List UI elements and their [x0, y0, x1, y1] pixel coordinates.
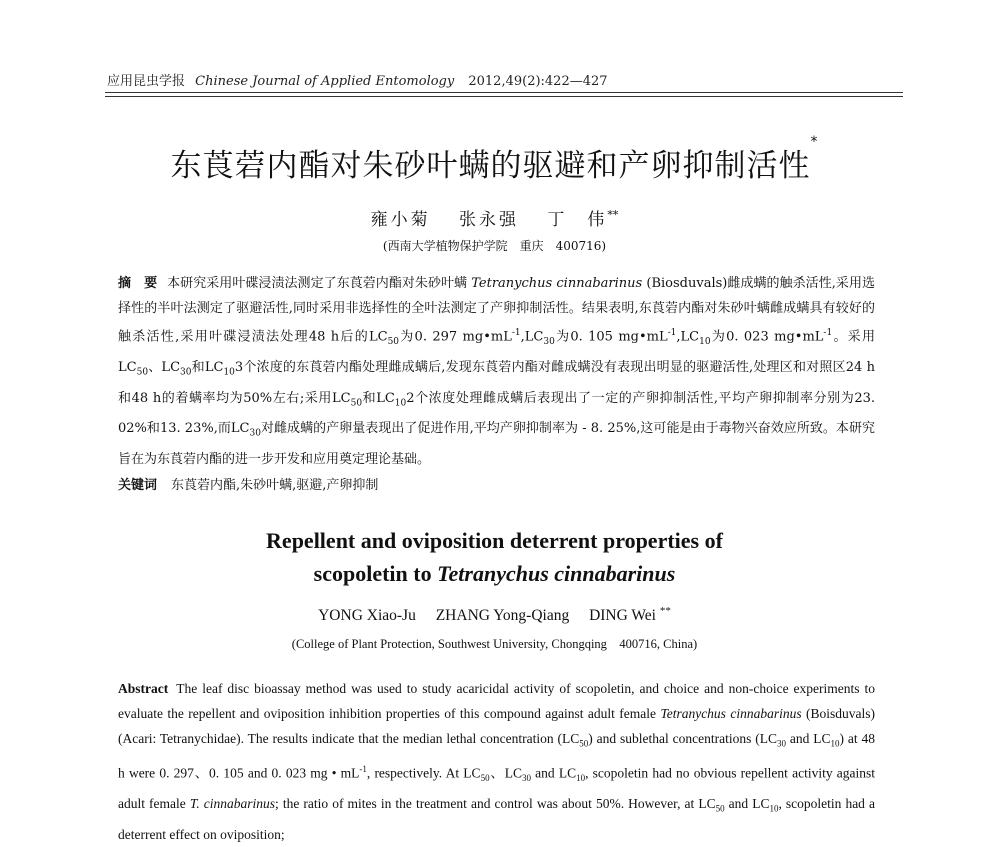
title-en-line1: Repellent and oviposition deterrent properties of [266, 528, 723, 553]
journal-name-cn: 应用昆虫学报 [107, 74, 186, 89]
title-cn-footnote-mark: * [810, 134, 819, 150]
header-rule-thin [105, 96, 903, 97]
affiliation-en: (College of Plant Protection, Southwest University, Chongqing 400716, China) [291, 637, 698, 651]
title-cn [0, 134, 989, 185]
author-en-3: DING Wei ** [589, 605, 671, 625]
title-cn-text: 东莨菪内酯对朱砂叶螨的驱避和产卵抑制活性 [170, 148, 811, 184]
author-cn-mark: ** [607, 208, 619, 222]
journal-citation: 2012,49(2):422—427 [468, 74, 608, 89]
author-cn-1: 雍小菊 [370, 210, 431, 230]
keywords-cn [118, 474, 875, 493]
author-en-mark: ** [659, 605, 671, 617]
author-en-1: YONG Xiao-Ju [318, 607, 416, 625]
abstract-en-label: Abstract [118, 681, 169, 696]
abstract-cn-label: 摘 要 [118, 276, 158, 291]
affiliation-cn: (西南大学植物保护学院 重庆 400716) [382, 239, 607, 253]
title-en [0, 524, 989, 590]
author-cn-2: 张永强 [459, 210, 519, 230]
keywords-cn-text: 东莨菪内酯,朱砂叶螨,驱避,产卵抑制 [171, 478, 379, 493]
keywords-cn-label: 关键词 [118, 478, 158, 493]
author-cn-3: 丁 伟** [547, 208, 619, 230]
header-rule-thick [105, 92, 903, 93]
abstract-en: Abstract The leaf disc bioassay method was used to study acaricidal activity of scopoletin, and choice and non-choice experiments to evaluate the repellent and oviposition inhibition properties of this compound against adult female Tetranychus cinnabarinus (Boisduvals) (Acari: Tetranychidae). The results indicate that the median lethal concentration $(LC_{50})$ and sublethal concentrations ($LC_{30}$ and $LC_{10}$) at 48 h were 0. 297、0. 105 and 0. 023 mg • $mL^{-1}$, respectively. At $LC_{50}$、$LC_{30}$ and $LC_{10}$, scopoletin had no obvious repellent activity against adult female T. cinnabarinus; the ratio of mites in the treatment and control was about 50%. However, at $LC_{50}$ and $LC_{10}$, scopoletin had a deterrent effect on oviposition; [118, 681, 876, 842]
authors-en [0, 605, 989, 625]
abstract-cn: 摘 要 本研究采用叶碟浸渍法测定了东莨菪内酯对朱砂叶螨 Tetranychus cinnabarinus (Biosduvals)雌成螨的触杀活性,采用选择性的半叶法测定了驱避活性,同时采用非选择性的全叶法测定了产卵抑制活性。结果表明,东莨菪内酯对朱砂叶螨雌成螨具有较好的触杀活性,采用叶碟浸渍法处理48 h后的$LC_{50}$为0. 297 $mg•mL^{-1},LC_{30}$为0. 105 $mg•mL^{-1},LC_{10}$为0. 023 $mg•mL^{-1}$。采用$LC_{50}$、$LC_{30}$和$LC_{10}3$个浓度的东莨菪内酯处理雌成螨后,发现东莨菪内酯对雌成螨没有表现出明显的驱避活性,处理区和对照区24 h和48 h的着螨率均为50%左右;采用$LC_{50}$和$LC_{10}2$个浓度处理雌成螨后表现出了一定的产卵抑制活性,平均产卵抑制率分别为23. 02%和13. 23%,而$LC_{30}$对雌成螨的产卵量表现出了促进作用,平均产卵抑制率为 - 8. 25%,这可能是由于毒物兴奋效应所致。本研究旨在为东莨菪内酯的进一步开发和应用奠定理论基础。 [118, 276, 876, 467]
running-header [107, 70, 907, 89]
title-en-line2: scopoletin to Tetranychus cinnabarinus [313, 561, 676, 586]
author-en-2: ZHANG Yong-Qiang [435, 607, 570, 625]
species-name: Tetranychus cinnabarinus [471, 276, 643, 291]
journal-name-en: Chinese Journal of Applied Entomology [195, 74, 455, 89]
authors-cn [0, 205, 989, 230]
